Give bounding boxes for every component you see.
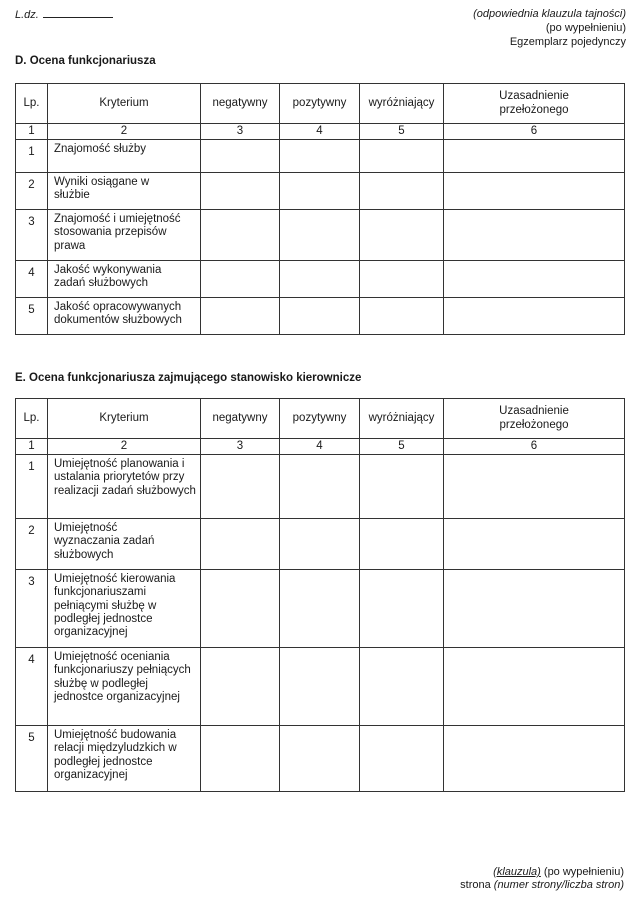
justification-cell[interactable]: [444, 455, 625, 519]
table-row: [16, 455, 625, 519]
distinguished-rating-cell[interactable]: [360, 726, 444, 792]
distinguished-rating-cell[interactable]: [360, 455, 444, 519]
classification-block: [473, 7, 626, 49]
column-number: 6: [444, 124, 625, 140]
row-number: 3: [16, 570, 48, 648]
footer-page-line: [460, 879, 624, 892]
row-number: 5: [16, 298, 48, 335]
negative-rating-cell[interactable]: [201, 570, 280, 648]
table-row: [16, 261, 625, 298]
column-number: 4: [280, 124, 360, 140]
criterion-cell: Umiejętność kierowania funkcjonariuszami pełniącymi służbę w podległej jednostce organizacyjnej: [48, 570, 201, 648]
row-number: 4: [16, 648, 48, 726]
justification-cell[interactable]: [444, 519, 625, 570]
positive-rating-cell[interactable]: [280, 210, 360, 261]
row-number: 4: [16, 261, 48, 298]
justification-cell[interactable]: [444, 261, 625, 298]
table-row: [16, 648, 625, 726]
justification-cell[interactable]: [444, 173, 625, 210]
section-d-title: D. Ocena funkcjonariusza: [15, 55, 156, 67]
footer-clause: (klauzula): [493, 866, 541, 878]
header-cell: pozytywny: [280, 84, 360, 124]
positive-rating-cell[interactable]: [280, 455, 360, 519]
column-number: 6: [444, 439, 625, 455]
distinguished-rating-cell[interactable]: [360, 261, 444, 298]
column-number-row: [16, 439, 625, 455]
criterion-cell: Znajomość służby: [48, 140, 201, 173]
column-number: 1: [16, 124, 48, 140]
positive-rating-cell[interactable]: [280, 140, 360, 173]
positive-rating-cell[interactable]: [280, 298, 360, 335]
justification-cell[interactable]: [444, 726, 625, 792]
negative-rating-cell[interactable]: [201, 261, 280, 298]
header-cell: Lp.: [16, 84, 48, 124]
criterion-cell: Jakość wykonywania zadań służbowych: [48, 261, 201, 298]
table-row: [16, 210, 625, 261]
distinguished-rating-cell[interactable]: [360, 570, 444, 648]
criterion-cell: Umiejętność wyznaczania zadań służbowych: [48, 519, 201, 570]
table-row: [16, 726, 625, 792]
header-cell: negatywny: [201, 84, 280, 124]
row-number: 5: [16, 726, 48, 792]
clause-line-1: (odpowiednia klauzula tajności): [473, 8, 626, 20]
positive-rating-cell[interactable]: [280, 173, 360, 210]
table-header-row: [16, 399, 625, 439]
table-row: [16, 519, 625, 570]
footer-clause-line: [460, 866, 624, 879]
row-number: 1: [16, 455, 48, 519]
column-number-row: [16, 124, 625, 140]
distinguished-rating-cell[interactable]: [360, 173, 444, 210]
ldz-field: [15, 8, 113, 21]
table-row: [16, 298, 625, 335]
negative-rating-cell[interactable]: [201, 455, 280, 519]
negative-rating-cell[interactable]: [201, 298, 280, 335]
positive-rating-cell[interactable]: [280, 570, 360, 648]
justification-cell[interactable]: [444, 210, 625, 261]
column-number: 1: [16, 439, 48, 455]
positive-rating-cell[interactable]: [280, 648, 360, 726]
table-row: [16, 570, 625, 648]
positive-rating-cell[interactable]: [280, 519, 360, 570]
row-number: 1: [16, 140, 48, 173]
negative-rating-cell[interactable]: [201, 140, 280, 173]
footer-block: [460, 866, 624, 892]
criterion-cell: Jakość opracowywanych dokumentów służbowych: [48, 298, 201, 335]
section-e-table: [15, 398, 625, 792]
header-cell: wyróżniający: [360, 399, 444, 439]
positive-rating-cell[interactable]: [280, 726, 360, 792]
header-cell: Lp.: [16, 399, 48, 439]
criterion-cell: Umiejętność planowania i ustalania priorytetów przy realizacji zadań służbowych: [48, 455, 201, 519]
ldz-label: L.dz.: [15, 9, 39, 21]
negative-rating-cell[interactable]: [201, 648, 280, 726]
clause-line-3: Egzemplarz pojedynczy: [509, 36, 626, 48]
header-cell: pozytywny: [280, 399, 360, 439]
criterion-cell: Wyniki osiągane w służbie: [48, 173, 201, 210]
column-number: 2: [48, 124, 201, 140]
table-header-row: [16, 84, 625, 124]
header-cell: Kryterium: [48, 84, 201, 124]
table-row: [16, 173, 625, 210]
section-d-table: [15, 83, 625, 335]
criterion-cell: Umiejętność oceniania funkcjonariuszy pełniących służbę w podległej jednostce organizacyjnej: [48, 648, 201, 726]
distinguished-rating-cell[interactable]: [360, 648, 444, 726]
footer-page-numbering: (numer strony/liczba stron): [493, 879, 624, 891]
clause-line-2: (po wypełnieniu): [545, 22, 626, 34]
column-number: 5: [360, 124, 444, 140]
header-cell: Uzasadnienie przełożonego: [444, 399, 625, 439]
column-number: 2: [48, 439, 201, 455]
column-number: 3: [201, 124, 280, 140]
column-number: 3: [201, 439, 280, 455]
negative-rating-cell[interactable]: [201, 173, 280, 210]
negative-rating-cell[interactable]: [201, 519, 280, 570]
ldz-blank-line: [43, 8, 113, 18]
header-cell: Uzasadnienie przełożonego: [444, 84, 625, 124]
justification-cell[interactable]: [444, 648, 625, 726]
row-number: 2: [16, 519, 48, 570]
distinguished-rating-cell[interactable]: [360, 519, 444, 570]
column-number: 4: [280, 439, 360, 455]
row-number: 2: [16, 173, 48, 210]
criterion-cell: Umiejętność budowania relacji międzyludzkich w podległej jednostce organizacyjnej: [48, 726, 201, 792]
distinguished-rating-cell[interactable]: [360, 210, 444, 261]
footer-page-label: strona: [460, 879, 494, 891]
negative-rating-cell[interactable]: [201, 726, 280, 792]
header-cell: Kryterium: [48, 399, 201, 439]
header-cell: negatywny: [201, 399, 280, 439]
justification-cell[interactable]: [444, 298, 625, 335]
justification-cell[interactable]: [444, 140, 625, 173]
section-e-title: E. Ocena funkcjonariusza zajmującego stanowisko kierownicze: [15, 372, 362, 384]
criterion-cell: Znajomość i umiejętność stosowania przepisów prawa: [48, 210, 201, 261]
table-row: [16, 140, 625, 173]
header-cell: wyróżniający: [360, 84, 444, 124]
positive-rating-cell[interactable]: [280, 261, 360, 298]
justification-cell[interactable]: [444, 570, 625, 648]
distinguished-rating-cell[interactable]: [360, 298, 444, 335]
negative-rating-cell[interactable]: [201, 210, 280, 261]
distinguished-rating-cell[interactable]: [360, 140, 444, 173]
row-number: 3: [16, 210, 48, 261]
column-number: 5: [360, 439, 444, 455]
footer-after-filling: (po wypełnieniu): [540, 866, 624, 878]
